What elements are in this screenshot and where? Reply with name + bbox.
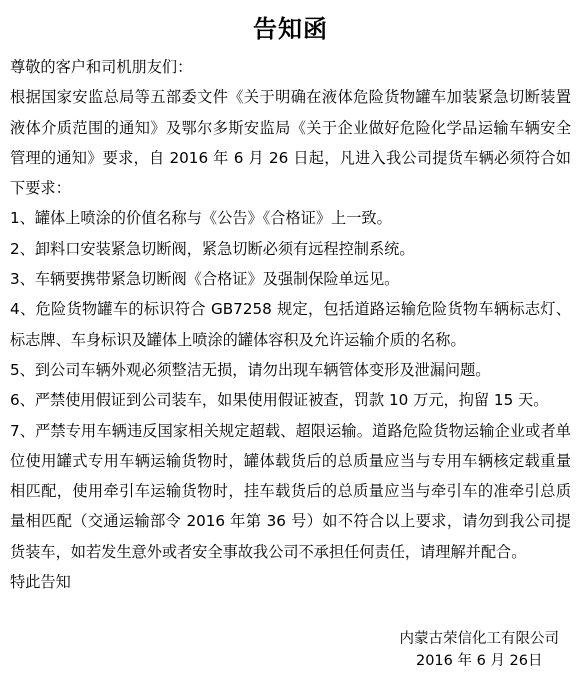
requirement-item-3: 3、车辆要携带紧急切断阀《合格证》及强制保险单远见。 <box>10 270 400 289</box>
requirement-item-1: 1、罐体上喷涂的价值名称与《公告》《合格证》上一致。 <box>10 209 392 228</box>
closing-line: 特此告知 <box>10 573 71 592</box>
intro-paragraph: 根据国家安监总局等五部委文件《关于明确在液体危险货物罐车加装紧急切断装置液体介质范围的通知》及鄂尔多斯安监局《关于企业做好危险化学品运输车辆安全管理的通知》要求，自 2016 年 6 月 26 日起，凡进入我公司提货车辆必须符合如下要求： <box>10 88 571 198</box>
signature-date: 2016 年 6 月 26日 <box>415 653 543 669</box>
document-title: 告知函 <box>253 14 328 43</box>
signature-block <box>400 628 560 672</box>
requirement-item-5: 5、到公司车辆外观必须整洁无损，请勿出现车辆管体变形及泄漏问题。 <box>10 360 491 379</box>
greeting: 尊敬的客户和司机朋友们： <box>10 58 193 76</box>
requirement-item-7: 7、严禁专用车辆违反国家相关规定超载、超限运输。道路危险货物运输企业或者单位使用罐式专用车辆运输货物时，罐体载货后的总质量应当与专用车辆核定载重量相匹配，使用牵引车运输货物时，挂车载货后的总质量应当与牵引车的准牵引总质量相匹配（交通运输部令 2016 年第 36 号）如不符合以上要求，请勿到我公司提货装车，如若发生意外或者安全事故我公司不承担任何责任，请理解并配合。 <box>10 421 571 561</box>
company-name: 内蒙古荣信化工有限公司 <box>399 631 559 647</box>
requirement-item-2: 2、卸料口安装紧急切断阀，紧急切断必须有远程控制系统。 <box>10 239 415 258</box>
requirement-item-6: 6、严禁使用假证到公司装车，如果使用假证被查，罚款 10 万元，拘留 15 天。 <box>10 391 549 410</box>
requirement-item-4: 4、危险货物罐车的标识符合 GB7258 规定，包括道路运输危险货物车辆标志灯、标志牌、车身标识及罐体上喷涂的罐体容积及允许运输介质的名称。 <box>10 300 571 349</box>
